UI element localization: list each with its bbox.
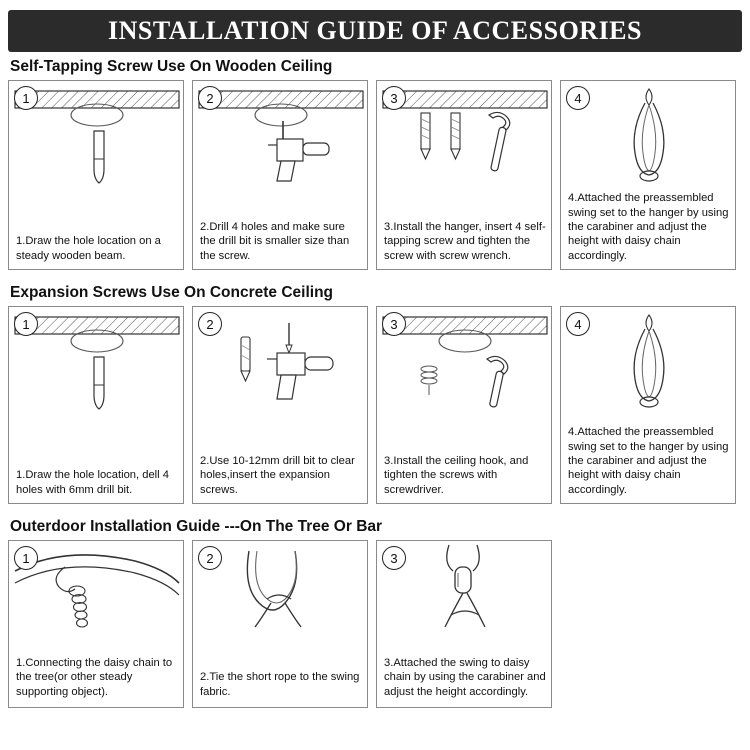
section-heading-outdoor: Outerdoor Installation Guide ---On The Tree Or Bar	[10, 518, 383, 535]
step-card	[560, 80, 736, 270]
step-number-badge: 2	[198, 312, 222, 336]
step-number-badge: 4	[566, 312, 590, 336]
step-caption: 1.Connecting the daisy chain to the tree(or other steady supporting object).	[16, 657, 173, 698]
step-number-badge: 3	[382, 312, 406, 336]
step-caption: 3.Attached the swing to daisy chain by using the carabiner and adjust the height accordingly.	[384, 657, 546, 698]
step-card	[560, 306, 736, 504]
step-caption: 3.Install the hanger, insert 4 self-tapping screw and tighten the screw with screw wrench.	[384, 221, 546, 262]
step-card	[192, 80, 368, 270]
step-caption: 2.Drill 4 holes and make sure the drill bit is smaller size than the screw.	[200, 221, 350, 262]
step-caption: 2.Use 10-12mm drill bit to clear holes,insert the expansion screws.	[200, 455, 355, 496]
step-caption: 4.Attached the preassembled swing set to the hanger by using the carabiner and adjust the height with daisy chain accordingly.	[568, 192, 729, 262]
step-caption: 1.Draw the hole location, dell 4 holes with 6mm drill bit.	[16, 469, 169, 496]
step-caption: 4.Attached the preassembled swing set to the hanger by using the carabiner and adjust the height with daisy chain accordingly.	[568, 426, 729, 496]
step-number-badge: 4	[566, 86, 590, 110]
step-card	[192, 540, 368, 708]
step-number-badge: 1	[14, 86, 38, 110]
section-cards-wooden-ceiling	[8, 80, 742, 270]
section-heading-wooden-ceiling: Self-Tapping Screw Use On Wooden Ceiling	[10, 58, 333, 75]
step-caption: 2.Tie the short rope to the swing fabric.	[200, 671, 360, 698]
page-title: INSTALLATION GUIDE OF ACCESSORIES	[108, 16, 642, 45]
step-card	[376, 306, 552, 504]
step-number-badge: 3	[382, 546, 406, 570]
step-caption: 3.Install the ceiling hook, and tighten the screws with screwdriver.	[384, 455, 529, 496]
page-title-banner	[8, 10, 742, 52]
step-card	[192, 306, 368, 504]
step-number-badge: 1	[14, 546, 38, 570]
step-number-badge: 3	[382, 86, 406, 110]
step-caption: 1.Draw the hole location on a steady wooden beam.	[16, 235, 161, 262]
step-card	[376, 540, 552, 708]
section-heading-concrete-ceiling: Expansion Screws Use On Concrete Ceiling	[10, 284, 334, 301]
step-number-badge: 1	[14, 312, 38, 336]
step-number-badge: 2	[198, 546, 222, 570]
section-cards-concrete-ceiling	[8, 306, 742, 504]
step-card	[8, 540, 184, 708]
step-card	[8, 306, 184, 504]
step-number-badge: 2	[198, 86, 222, 110]
section-cards-outdoor	[8, 540, 742, 708]
step-card	[8, 80, 184, 270]
step-card	[376, 80, 552, 270]
